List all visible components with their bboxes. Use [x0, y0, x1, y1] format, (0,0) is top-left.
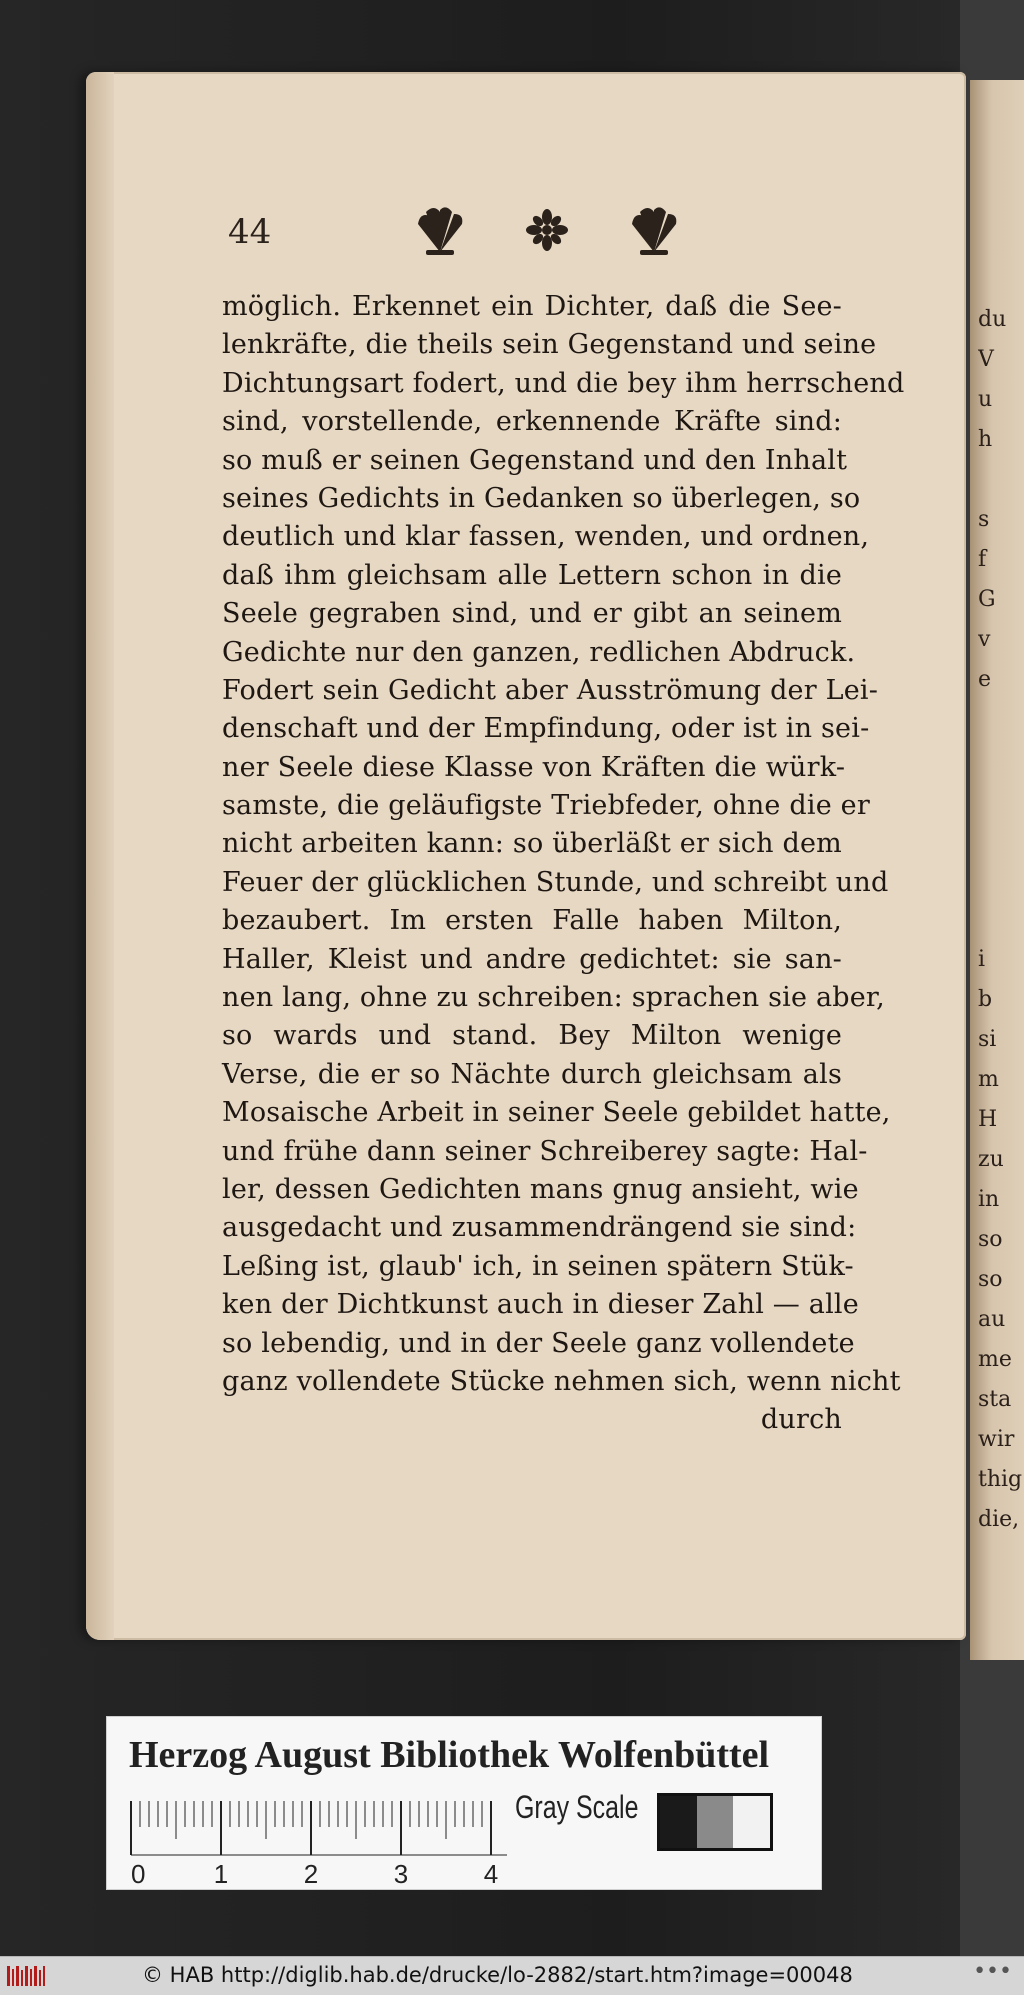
facing-page-fragment: si [978, 1027, 997, 1052]
copyright-link[interactable]: © HAB http://diglib.hab.de/drucke/lo-2882/start.htm?image=00048 [142, 1963, 853, 1987]
text-line: Feuer der glücklichen Stunde, und schreibt und [222, 866, 889, 898]
facing-page-fragment: so [978, 1227, 1003, 1252]
text-line: ken der Dichtkunst auch in dieser Zahl — alle [222, 1289, 859, 1321]
text-line: Gedichte nur den ganzen, redlichen Abdruck. [222, 636, 856, 668]
text-line: ler, dessen Gedichten mans gnug ansieht, wie [222, 1173, 859, 1205]
facing-page-fragment [978, 900, 1022, 940]
facing-page-fragment: m [978, 1067, 999, 1092]
facing-page-fragment: wir [978, 1427, 1015, 1452]
gray-scale-label: Gray Scale [515, 1789, 639, 1825]
text-line: ner Seele diese Klasse von Kräften die würk- [222, 751, 846, 783]
text-line: samste, die geläufigste Triebfeder, ohne die er [222, 790, 870, 822]
gray-swatch [697, 1796, 734, 1848]
facing-page-fragment: in [978, 1187, 1000, 1212]
facing-page-fragment: die, [978, 1507, 1020, 1532]
ruler-label: 4 [483, 1859, 499, 1885]
facing-page-fragment [978, 820, 1022, 860]
text-line: ausgedacht und zusammendrängend sie sind: [222, 1212, 857, 1244]
facing-page-fragment: H [978, 1107, 998, 1132]
text-line: denschaft und der Empfindung, oder ist in sei- [222, 713, 870, 745]
facing-page-fragment [978, 740, 1022, 780]
ruler-label: 1 [213, 1859, 229, 1885]
facing-page-fragment [978, 860, 1022, 900]
facing-page-fragment: v [978, 627, 991, 652]
page-number: 44 [228, 212, 272, 252]
text-line: Dichtungsart fodert, und die bey ihm herrschend [222, 367, 905, 399]
ruler-label: 3 [393, 1859, 409, 1885]
text-line: lenkräfte, die theils sein Gegenstand und seine [222, 329, 877, 361]
text-line: so lebendig, und in der Seele ganz vollendete [222, 1327, 855, 1359]
facing-page-text [978, 300, 1022, 1540]
facing-page-fragment: i [978, 947, 986, 972]
text-line: seines Gedichts in Gedanken so überlegen, so [222, 482, 861, 514]
text-line: Leßing ist, glaub' ich, in seinen spätern Stük- [222, 1250, 854, 1282]
text-line: Haller, Kleist und andre gedichtet: sie san- [222, 943, 842, 975]
gray-scale-swatch [657, 1793, 773, 1851]
gray-swatch [733, 1796, 770, 1848]
ruler-label: 0 [131, 1859, 146, 1885]
more-menu-icon[interactable]: ••• [973, 1959, 1012, 1984]
facing-page-fragment: e [978, 667, 992, 692]
text-line: ganz vollendete Stücke nehmen sich, wenn nicht [222, 1365, 901, 1397]
text-line: daß ihm gleichsam alle Lettern schon in die [222, 559, 842, 591]
text-line: deutlich und klar fassen, wenden, und ordnen, [222, 521, 870, 553]
facing-page-fragment: G [978, 587, 996, 612]
text-line: nen lang, ohne zu schreiben: sprachen sie aber, [222, 982, 885, 1014]
flower-ornament-icon [525, 208, 569, 252]
measurement-ruler [129, 1789, 509, 1885]
text-line: Mosaische Arbeit in seiner Seele gebildet hatte, [222, 1097, 891, 1129]
facing-page-fragment: V [978, 347, 994, 372]
viewer-footer [0, 1956, 1024, 1995]
facing-page-fragment: f [978, 547, 987, 572]
text-line: so muß er seinen Gegenstand und den Inhalt [222, 444, 848, 476]
text-line: sind, vorstellende, erkennende Kräfte sind: [222, 406, 842, 438]
facing-page-fragment: du [978, 307, 1007, 332]
library-banner [106, 1716, 822, 1890]
facing-page-fragment: h [978, 427, 993, 452]
hab-logo-icon[interactable] [6, 1963, 46, 1989]
facing-page-fragment [978, 460, 1022, 500]
facing-page-fragment: thig [978, 1467, 1022, 1492]
ruler-label: 2 [303, 1859, 319, 1885]
facing-page-fragment [978, 700, 1022, 740]
shell-ornament-icon [412, 202, 468, 258]
text-line: Seele gegraben sind, und er gibt an seinem [222, 598, 842, 630]
facing-page-fragment: u [978, 387, 993, 412]
text-line: so wards und stand. Bey Milton wenige [222, 1020, 842, 1052]
header-ornaments [412, 200, 682, 260]
facing-page-fragment: zu [978, 1147, 1004, 1172]
facing-page-fragment: s [978, 507, 990, 532]
page-body-text [222, 288, 905, 1440]
text-line: Fodert sein Gedicht aber Ausströmung der Lei- [222, 674, 879, 706]
gray-swatch [660, 1796, 697, 1848]
text-line: möglich. Erkennet ein Dichter, daß die See- [222, 291, 842, 322]
text-line: durch [760, 1404, 842, 1436]
library-name: Herzog August Bibliothek Wolfenbüttel [129, 1734, 770, 1776]
facing-page-fragment [978, 780, 1022, 820]
facing-page-fragment: b [978, 987, 993, 1012]
facing-page-fragment: so [978, 1267, 1003, 1292]
facing-page-fragment: au [978, 1307, 1006, 1332]
shell-ornament-icon [626, 202, 682, 258]
facing-page-fragment: sta [978, 1387, 1012, 1412]
text-line: nicht arbeiten kann: so überläßt er sich dem [222, 828, 842, 860]
text-line: bezaubert. Im ersten Falle haben Milton, [222, 905, 842, 937]
text-line: Verse, die er so Nächte durch gleichsam als [222, 1058, 842, 1090]
facing-page-fragment: me [978, 1347, 1012, 1372]
text-line: und frühe dann seiner Schreiberey sagte: Hal- [222, 1135, 868, 1167]
